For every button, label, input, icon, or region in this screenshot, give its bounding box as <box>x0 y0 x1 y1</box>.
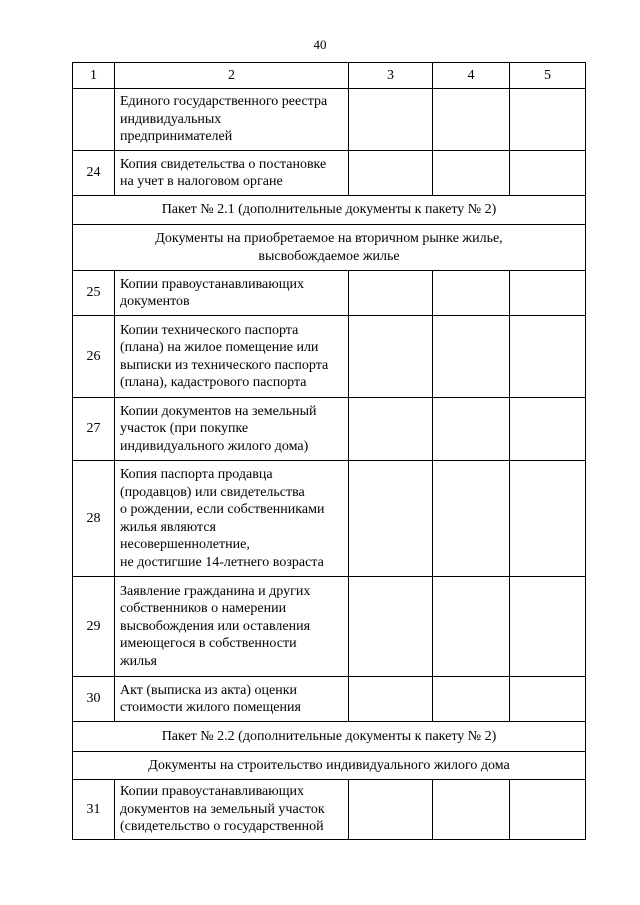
empty-cell <box>510 577 586 677</box>
empty-cell <box>510 89 586 151</box>
text-line: (плана) на жилое помещение или <box>120 340 319 355</box>
header-col-2: 2 <box>115 63 349 89</box>
empty-cell <box>433 677 510 722</box>
text-line: Пакет № 2.2 (дополнительные документы к пакету № 2) <box>161 728 497 744</box>
row-description <box>115 316 349 398</box>
table-row <box>73 271 586 316</box>
empty-cell <box>433 89 510 151</box>
text-line: (продавцов) или свидетельства <box>120 484 305 500</box>
table-row <box>73 780 586 840</box>
row-number: 24 <box>73 151 115 196</box>
text-line: Копия паспорта продавца <box>120 467 273 482</box>
text-line: документов <box>120 294 190 309</box>
text-line: не достигшие 14-летнего возраста <box>120 554 324 570</box>
empty-cell <box>510 461 586 577</box>
row-description <box>115 398 349 461</box>
section-row <box>73 752 586 780</box>
row-number: 28 <box>73 461 115 577</box>
row-number: 27 <box>73 398 115 461</box>
text-line: высвобождаемое жилье <box>258 248 400 264</box>
section-row <box>73 196 586 225</box>
section-title <box>73 752 586 780</box>
text-line: Заявление гражданина и других <box>120 583 311 599</box>
text-line: выписки из технического паспорта <box>120 357 329 373</box>
empty-cell <box>433 151 510 196</box>
table-row <box>73 316 586 398</box>
section-title <box>73 722 586 752</box>
text-line: Документы на строительство индивидуального жилого дома <box>148 757 510 773</box>
empty-cell <box>349 398 433 461</box>
empty-cell <box>433 461 510 577</box>
table-row <box>73 398 586 461</box>
documents-table <box>72 62 586 840</box>
page-number: 40 <box>313 37 327 52</box>
section-row <box>73 722 586 752</box>
empty-cell <box>510 398 586 461</box>
section-row <box>73 225 586 271</box>
text-line: документов на земельный участок <box>120 801 325 817</box>
row-number: 29 <box>73 577 115 677</box>
empty-cell <box>349 677 433 722</box>
table-row <box>73 577 586 677</box>
row-description <box>115 577 349 677</box>
empty-cell <box>510 780 586 840</box>
empty-cell <box>433 316 510 398</box>
text-line: (свидетельство о государственной <box>120 819 324 835</box>
row-number: 31 <box>73 780 115 840</box>
text-line: Копии правоустанавливающих <box>120 784 305 800</box>
text-line: (плана), кадастрового паспорта <box>120 375 307 390</box>
table-row <box>73 151 586 196</box>
header-col-1: 1 <box>73 63 115 89</box>
row-number: 25 <box>73 271 115 316</box>
section-title <box>73 196 586 225</box>
empty-cell <box>349 577 433 677</box>
text-line: Пакет № 2.1 (дополнительные документы к пакету № 2) <box>161 202 497 218</box>
text-line: жилья <box>120 653 157 669</box>
empty-cell <box>510 677 586 722</box>
empty-cell <box>349 271 433 316</box>
text-line: Единого государственного реестра <box>120 94 328 110</box>
row-description <box>115 271 349 316</box>
text-line: имеющегося в собственности <box>120 636 297 652</box>
empty-cell <box>433 271 510 316</box>
text-line: несовершеннолетние, <box>120 537 250 552</box>
empty-cell <box>510 316 586 398</box>
empty-cell <box>349 780 433 840</box>
table-row <box>73 461 586 577</box>
empty-cell <box>433 577 510 677</box>
empty-cell <box>510 151 586 196</box>
row-description <box>115 89 349 151</box>
text-line: Акт (выписка из акта) оценки <box>120 682 298 698</box>
empty-cell <box>349 89 433 151</box>
row-description <box>115 780 349 840</box>
row-description <box>115 677 349 722</box>
text-line: собственников о намерении <box>120 601 287 617</box>
empty-cell <box>349 461 433 577</box>
empty-cell <box>349 316 433 398</box>
empty-cell <box>510 271 586 316</box>
text-line: жилья являются <box>120 519 216 535</box>
row-number: 30 <box>73 677 115 722</box>
empty-cell <box>433 780 510 840</box>
text-line: Копии технического паспорта <box>120 322 299 338</box>
empty-cell <box>349 151 433 196</box>
text-line: на учет в налоговом органе <box>120 174 283 189</box>
text-line: высвобождения или оставления <box>120 618 311 634</box>
text-line: стоимости жилого помещения <box>120 700 301 715</box>
text-line: предпринимателей <box>120 129 233 145</box>
text-line: индивидуальных <box>120 111 222 127</box>
row-number <box>73 89 115 151</box>
row-number: 26 <box>73 316 115 398</box>
row-description <box>115 461 349 577</box>
text-line: Копии документов на земельный <box>120 403 317 419</box>
table-header-row <box>73 63 586 89</box>
header-col-3: 3 <box>349 63 433 89</box>
text-line: Копия свидетельства о постановке <box>120 156 327 172</box>
empty-cell <box>433 398 510 461</box>
header-col-5: 5 <box>510 63 586 89</box>
text-line: о рождении, если собственниками <box>120 502 325 517</box>
table-row <box>73 89 586 151</box>
text-line: Копии правоустанавливающих <box>120 276 305 292</box>
text-line: участок (при покупке <box>120 421 249 437</box>
header-col-4: 4 <box>433 63 510 89</box>
text-line: Документы на приобретаемое на вторичном рынке жилье, <box>155 231 503 246</box>
section-title <box>73 225 586 271</box>
row-description <box>115 151 349 196</box>
text-line: индивидуального жилого дома) <box>120 438 309 454</box>
table-row <box>73 677 586 722</box>
